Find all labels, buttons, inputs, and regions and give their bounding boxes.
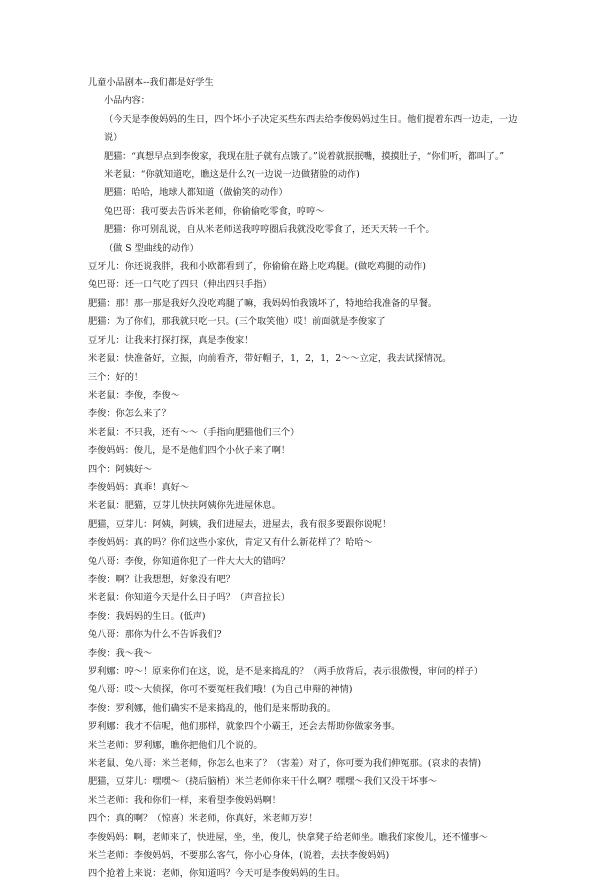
script-line: 兔八哥：那你为什么不告诉我们? xyxy=(88,629,222,641)
script-line: 米老鼠：不只我，还有～～（手指向肥猫他们三个） xyxy=(88,426,300,438)
script-line: 李俊：罗利娜，他们确实不是来捣乱的，他们是来帮助我的。 xyxy=(88,702,337,714)
script-line: 李俊妈妈：真乖！真好～ xyxy=(88,481,190,493)
script-line: 米老鼠、兔八哥：米兰老师，你怎么也来了？（害羞）对了，你可要为我们伸冤那。(哀求的表情) xyxy=(88,758,482,770)
script-line: 米兰老师：我和你们一样，来看望李俊妈妈啊！ xyxy=(88,794,281,806)
script-line: 米老鼠：肥猫，豆芽儿快扶阿姨你先进屋休息。 xyxy=(88,500,281,512)
script-line: 罗利娜：我才不信呢，他们那样，就象四个小霸王，还会去帮助你做家务事。 xyxy=(88,721,401,733)
script-line: 李俊：啊？让我想想，好象没有吧？ xyxy=(88,573,235,585)
script-line: 四个抢着上来说：老师，你知道吗？今天可是李俊妈妈的生日。 xyxy=(88,868,346,880)
script-line: 四个：真的啊？（惊喜）米老师，你真好，米老师万岁！ xyxy=(88,813,318,825)
script-line: 肥猫，豆芽儿：阿姨，阿姨，我们进屋去，进屋去，我有很多要跟你说呢！ xyxy=(88,518,392,530)
script-line: 兔巴哥：还一口气吃了四只（伸出四只手指） xyxy=(88,279,272,291)
script-line: 肥猫：为了你们，那我就只吃一只。(三个取笑他）哎！前面就是李俊家了 xyxy=(88,316,386,328)
document-title: 儿童小品剧本--我们都是好学生 xyxy=(88,77,214,88)
script-line: 肥猫：哈哈，地球人都知道（做偷笑的动作） xyxy=(104,187,288,199)
script-line: （今天是李俊妈妈的生日，四个坏小子决定买些东西去给李俊妈妈过生日。他们提着东西一边走，一边说） xyxy=(104,113,518,144)
script-line: 肥猫，豆芽儿：嘿嘿～（挠后脑梢）米兰老师你来干什么啊？嘿嘿～我们又没干坏事～ xyxy=(88,776,438,788)
script-line: 李俊：我～我～ xyxy=(88,647,153,659)
script-line: 三个：好的！ xyxy=(88,371,144,383)
script-line: 米老鼠：李俊，李俊～ xyxy=(88,389,180,401)
script-line: 李俊：我妈妈的生日。(低声) xyxy=(88,610,206,622)
script-line: 肥猫：那！那一那是我好久没吃鸡腿了嘛，我妈妈怕我饿坏了，特地给我准备的早餐。 xyxy=(88,297,438,309)
script-line: 兔八哥：哎～大侦探，你可不要冤枉我们哦！(为自己申辩的神情) xyxy=(88,684,353,696)
script-line: 李俊妈妈：真的吗？你们这些小家伙，肯定又有什么新花样了？哈哈～ xyxy=(88,537,373,549)
stage-direction: （做 S 型曲线的动作） xyxy=(104,242,199,254)
section-label: 小品内容： xyxy=(104,95,150,107)
script-line: 米老鼠：快准备好，立振，向前看齐，带好帽子，1，2，1，2～～立定，我去试探情况。 xyxy=(88,353,452,365)
script-line: 米兰老师：李俊妈妈，不要那么客气，你小心身体，(说着，去扶李俊妈妈) xyxy=(88,850,390,862)
script-document xyxy=(88,74,520,884)
script-line: 米老鼠：“你就知道吃，瞧这是什么?(一边说一边做猪脸的动作) xyxy=(104,169,360,181)
script-line: 米老鼠：你知道今天是什么日子吗？（声音拉长） xyxy=(88,592,291,604)
script-line: 罗利娜：哼～！原来你们在这，说，是不是来捣乱的？（两手放背后，表示很傲慢，审问的样子） xyxy=(88,666,484,677)
script-line: 豆牙儿：你还说我胖，我和小欧都看到了，你偷偷在路上吃鸡腿。(做吃鸡腿的动作) xyxy=(88,261,426,273)
script-line: 李俊妈妈：啊，老师来了，快进屋，坐，坐，俊儿，快拿凳子给老师坐。瞧我们家俊儿，还不懂事～ xyxy=(88,831,488,843)
script-line: 肥猫：“真想早点到李俊家，我现在肚子就有点饿了。”说着就抿抿嘴，摸摸肚子，“你们听，都叫了。” xyxy=(104,150,504,162)
script-line: 兔八哥：李俊，你知道你犯了一件大大大的错吗？ xyxy=(88,555,291,567)
script-line: 肥猫：你可别乱说，自从米老师送我哼哼圈后我就没吃零食了，还天天转一千个。 xyxy=(104,224,435,236)
script-line: 李俊：你怎么来了？ xyxy=(88,408,171,420)
script-line: 兔巴哥：我可要去告诉米老师，你偷偷吃零食，哼哼～ xyxy=(104,205,325,217)
script-line: 豆牙儿：让我来打探打探，真是李俊家！ xyxy=(88,334,254,346)
script-line: 李俊妈妈：俊儿，是不是他们四个小伙子来了啊！ xyxy=(88,445,291,457)
script-line: 米兰老师：罗利娜，瞧你把他们几个说的。 xyxy=(88,739,263,751)
script-line: 四个：阿姨好～ xyxy=(88,463,153,475)
